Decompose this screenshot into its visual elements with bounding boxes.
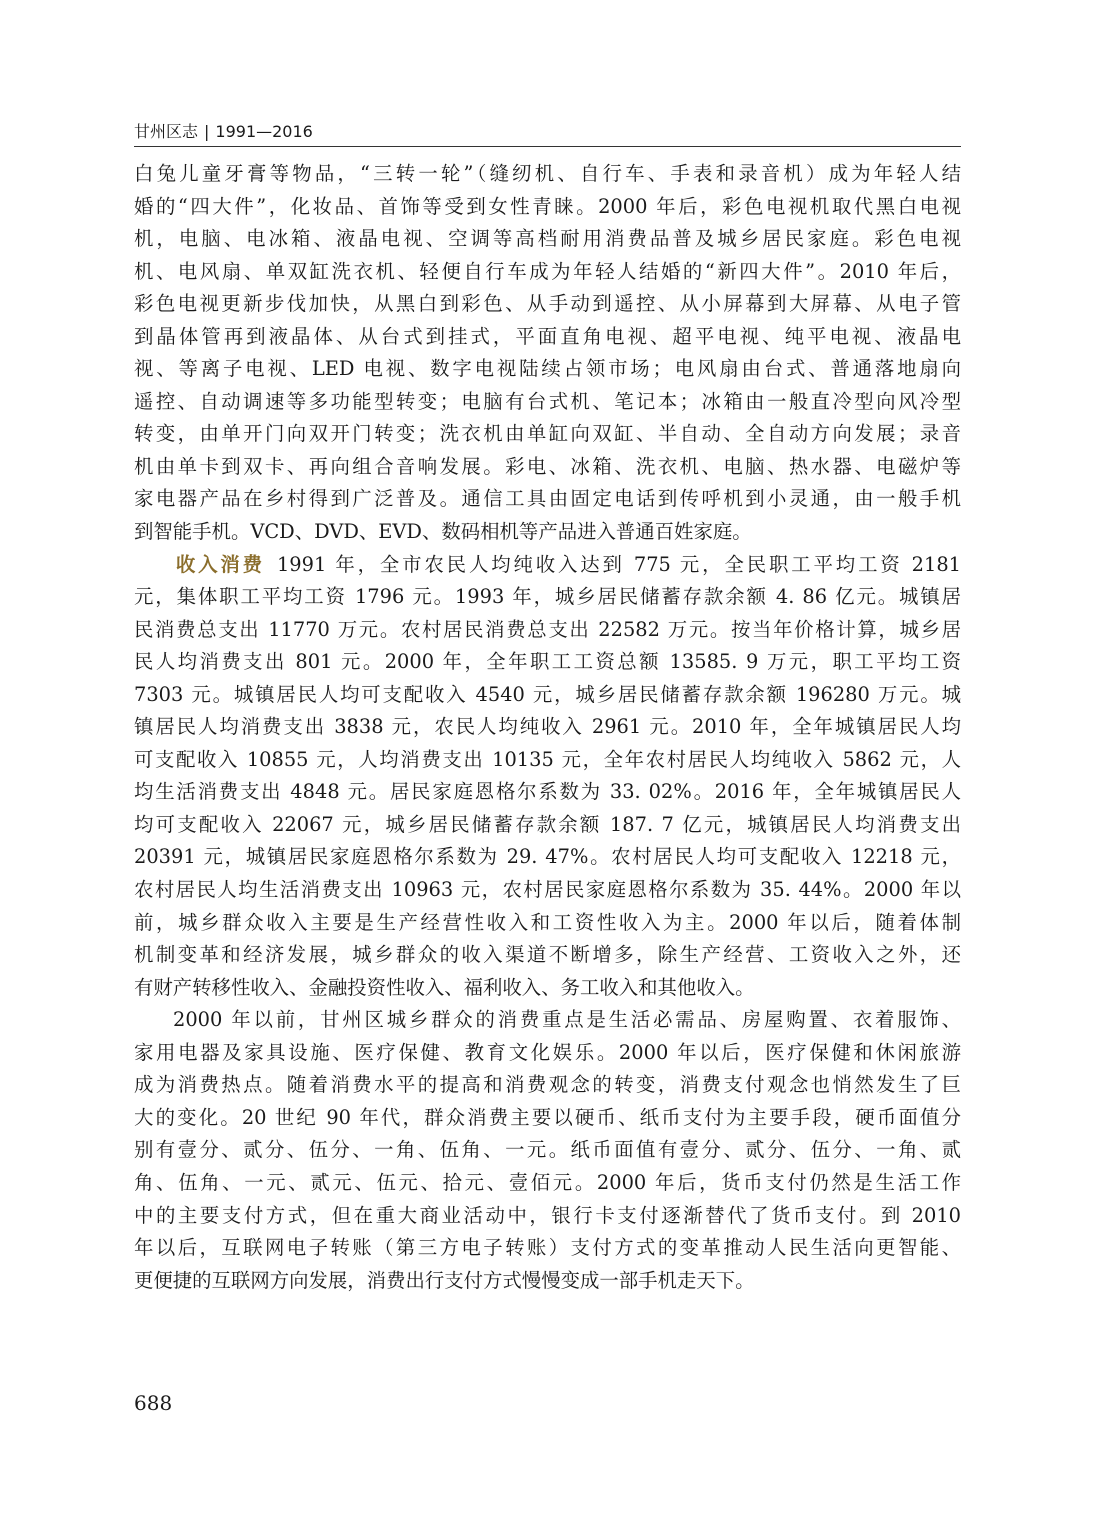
- text-line: 机、电风扇、单双缸洗衣机、轻便自行车成为年轻人结婚的“新四大件”。2010 年后，: [134, 259, 961, 283]
- text-line: 婚的“四大件”，化妆品、首饰等受到女性青睐。2000 年后，彩色电视机取代黑白电视: [134, 194, 961, 218]
- text-line: 角、伍角、一元、贰元、伍元、拾元、壹佰元。2000 年后，货币支付仍然是生活工作: [134, 1170, 961, 1194]
- text-line: 到晶体管再到液晶体、从台式到挂式，平面直角电视、超平电视、纯平电视、液晶电: [134, 324, 961, 348]
- text-line: 家电器产品在乡村得到广泛普及。通信工具由固定电话到传呼机到小灵通，由一般手机: [134, 487, 961, 511]
- text-line: 视、等离子电视、LED 电视、数字电视陆续占领市场；电风扇由台式、普通落地扇向: [134, 357, 961, 381]
- text-line: 均生活消费支出 4848 元。居民家庭恩格尔系数为 33. 02%。2016 年，全年城镇居民人: [134, 780, 961, 804]
- text-line: 20391 元，城镇居民家庭恩格尔系数为 29. 47%。农村居民人均可支配收入 12218 元，: [134, 845, 961, 869]
- text-line-first: [134, 1004, 961, 1037]
- text-line: 中的主要支付方式，但在重大商业活动中，银行卡支付逐渐替代了货币支付。到 2010: [134, 1203, 961, 1227]
- text-line: 镇居民人均消费支出 3838 元，农民人均纯收入 2961 元。2010 年，全年城镇居民人均: [134, 715, 961, 739]
- text-line: 7303 元。城镇居民人均可支配收入 4540 元，城乡居民储蓄存款余额 196280 万元。城: [134, 682, 961, 706]
- text-line: 有财产转移性收入、金融投资性收入、福利收入、务工收入和其他收入。: [134, 975, 755, 999]
- paragraph-payment: [134, 1004, 961, 1297]
- header-separator: |: [204, 122, 210, 141]
- text-line: 更便捷的互联网方向发展，消费出行支付方式慢慢变成一部手机走天下。: [134, 1268, 755, 1292]
- text-line: 可支配收入 10855 元，人均消费支出 10135 元，全年农村居民人均纯收入 5862 元，人: [134, 747, 961, 771]
- page-number: 688: [134, 1391, 173, 1415]
- text-line: 家用电器及家具设施、医疗保健、教育文化娱乐。2000 年以后，医疗保健和休闲旅游: [134, 1040, 961, 1064]
- paragraph-income-consumption: [134, 549, 961, 1005]
- text-run: 2000 年以前，甘州区城乡群众的消费重点是生活必需品、房屋购置、衣着服饰、: [173, 1008, 961, 1032]
- book-title: 甘州区志: [134, 122, 199, 141]
- text-line: 到智能手机。VCD、DVD、EVD、数码相机等产品进入普通百姓家庭。: [134, 520, 752, 544]
- text-line: 机制变革和经济发展，城乡群众的收入渠道不断增多，除生产经营、工资收入之外，还: [134, 943, 961, 967]
- text-line: 民消费总支出 11770 万元。农村居民消费总支出 22582 万元。按当年价格计算，城乡居: [134, 617, 961, 641]
- text-line: 大的变化。20 世纪 90 年代，群众消费主要以硬币、纸币支付为主要手段，硬币面值分: [134, 1105, 961, 1129]
- text-line: 年以后，互联网电子转账（第三方电子转账）支付方式的变革推动人民生活向更智能、: [134, 1236, 961, 1260]
- text-line-first: [134, 549, 961, 582]
- text-line: 彩色电视更新步伐加快，从黑白到彩色、从手动到遥控、从小屏幕到大屏幕、从电子管: [134, 292, 961, 316]
- text-line: 民人均消费支出 801 元。2000 年，全年职工工资总额 13585. 9 万元，职工平均工资: [134, 650, 961, 674]
- paragraph-appliances: [134, 158, 961, 549]
- header-rule: [134, 146, 961, 147]
- text-line: 别有壹分、贰分、伍分、一角、伍角、一元。纸币面值有壹分、贰分、伍分、一角、贰: [134, 1138, 961, 1162]
- text-line: 均可支配收入 22067 元，城乡居民储蓄存款余额 187. 7 亿元，城镇居民人均消费支出: [134, 812, 961, 836]
- text-line: 遥控、自动调速等多功能型转变；电脑有台式机、笔记本；冰箱由一般直冷型向风冷型: [134, 389, 961, 413]
- text-line: 农村居民人均生活消费支出 10963 元，农村居民家庭恩格尔系数为 35. 44%。2000 年以: [134, 878, 961, 902]
- text-line: 机由单卡到双卡、再向组合音响发展。彩电、冰箱、洗衣机、电脑、热水器、电磁炉等: [134, 454, 961, 478]
- text-line: 机，电脑、电冰箱、液晶电视、空调等高档耐用消费品普及城乡居民家庭。彩色电视: [134, 227, 961, 251]
- text-line: 白兔儿童牙膏等物品，“三转一轮”（缝纫机、自行车、手表和录音机）成为年轻人结: [134, 162, 961, 185]
- section-title: 收入消费: [173, 552, 265, 576]
- year-range: 1991—2016: [215, 122, 313, 141]
- text-run: 1991 年，全市农民人均纯收入达到 775 元，全民职工平均工资 2181: [276, 552, 961, 576]
- text-line: 转变，由单开门向双开门转变；洗衣机由单缸向双缸、半自动、全自动方向发展；录音: [134, 422, 961, 446]
- text-line: 前，城乡群众收入主要是生产经营性收入和工资性收入为主。2000 年以后，随着体制: [134, 910, 961, 934]
- text-line: 成为消费热点。随着消费水平的提高和消费观念的转变，消费支付观念也悄然发生了巨: [134, 1073, 961, 1097]
- text-line: 元，集体职工平均工资 1796 元。1993 年，城乡居民储蓄存款余额 4. 86 亿元。城镇居: [134, 585, 961, 609]
- running-header: [134, 121, 961, 147]
- page-body: [134, 158, 961, 1297]
